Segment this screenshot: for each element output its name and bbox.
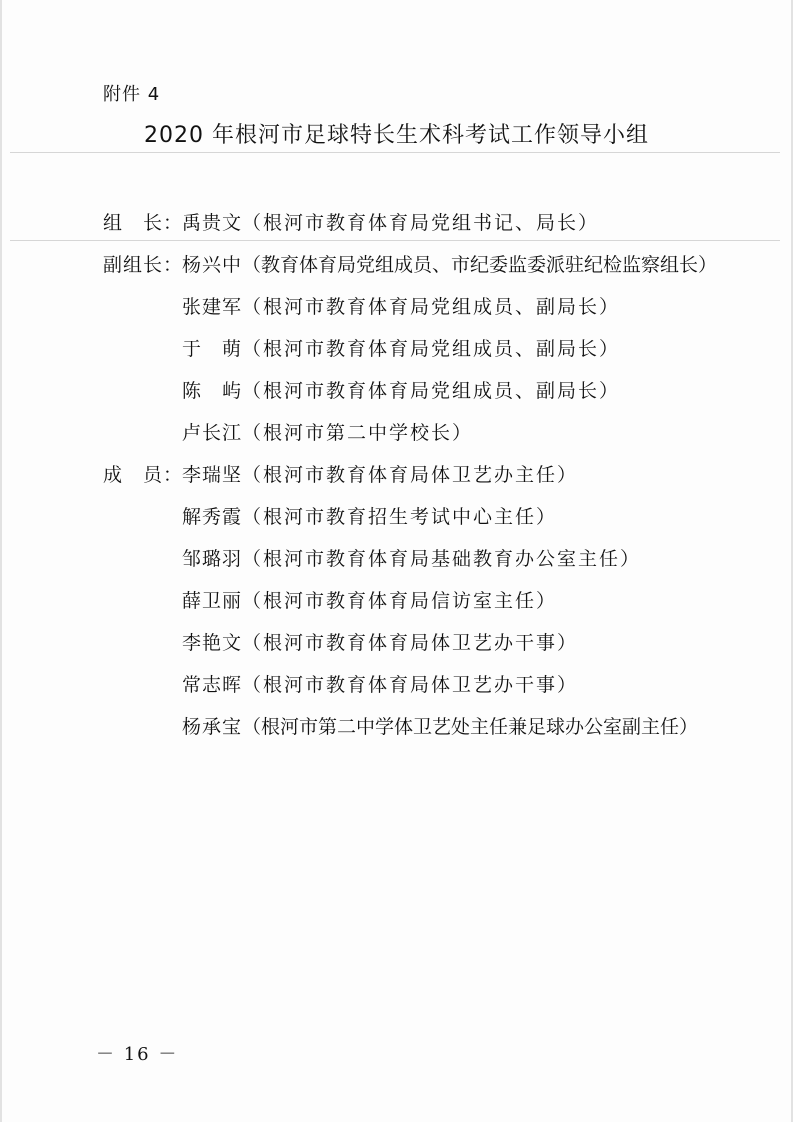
member-description: （教育体育局党组成员、市纪委监委派驻纪检监察组长） [242,253,718,276]
member-row [103,494,743,536]
member-name: 李艳文 [182,631,243,654]
member-description: （根河市教育体育局信访室主任） [242,589,558,612]
scan-artifact-line [10,152,780,153]
member-name: 常志晖 [182,673,243,696]
member-row [103,662,743,704]
member-description: （根河市教育体育局体卫艺办主任） [242,463,579,486]
member-description: （根河市第二中学校长） [242,421,474,444]
member-row [103,242,743,284]
member-row [103,704,743,746]
member-description: （根河市教育体育局党组成员、副局长） [242,295,621,318]
member-description: （根河市第二中学体卫艺处主任兼足球办公室副主任） [242,715,699,738]
member-name: 薛卫丽 [182,589,243,612]
member-name: 于 萌 [182,337,243,360]
member-name: 禹贵文 [182,211,243,234]
member-name: 邹璐羽 [182,547,243,570]
member-description: （根河市教育体育局体卫艺办干事） [242,673,579,696]
member-row [103,326,743,368]
member-row [103,578,743,620]
member-description: （根河市教育招生考试中心主任） [242,505,558,528]
attachment-label: 附件 4 [103,84,161,105]
member-description: （根河市教育体育局党组成员、副局长） [242,337,621,360]
member-list [103,200,743,746]
page-number: － 16 － [96,1044,179,1065]
member-name: 李瑞坚 [182,463,243,486]
member-name: 张建军 [182,295,243,318]
member-row [103,620,743,662]
member-name: 杨承宝 [182,715,243,738]
member-role: 成 员： [103,463,184,486]
document-title: 2020 年根河市足球特长生术科考试工作领导小组 [144,123,649,148]
member-name: 杨兴中 [182,253,243,276]
member-description: （根河市教育体育局党组成员、副局长） [242,379,621,402]
member-role: 副组长： [103,253,184,276]
member-role: 组 长： [103,211,184,234]
member-row [103,452,743,494]
member-name: 卢长江 [182,421,243,444]
member-description: （根河市教育体育局基础教育办公室主任） [242,547,642,570]
member-row [103,536,743,578]
scan-edge-left [0,0,2,1122]
member-row [103,200,743,242]
member-row [103,284,743,326]
member-name: 陈 屿 [182,379,243,402]
member-description: （根河市教育体育局党组书记、局长） [242,211,600,234]
member-description: （根河市教育体育局体卫艺办干事） [242,631,579,654]
member-name: 解秀霞 [182,505,243,528]
member-row [103,410,743,452]
member-row [103,368,743,410]
